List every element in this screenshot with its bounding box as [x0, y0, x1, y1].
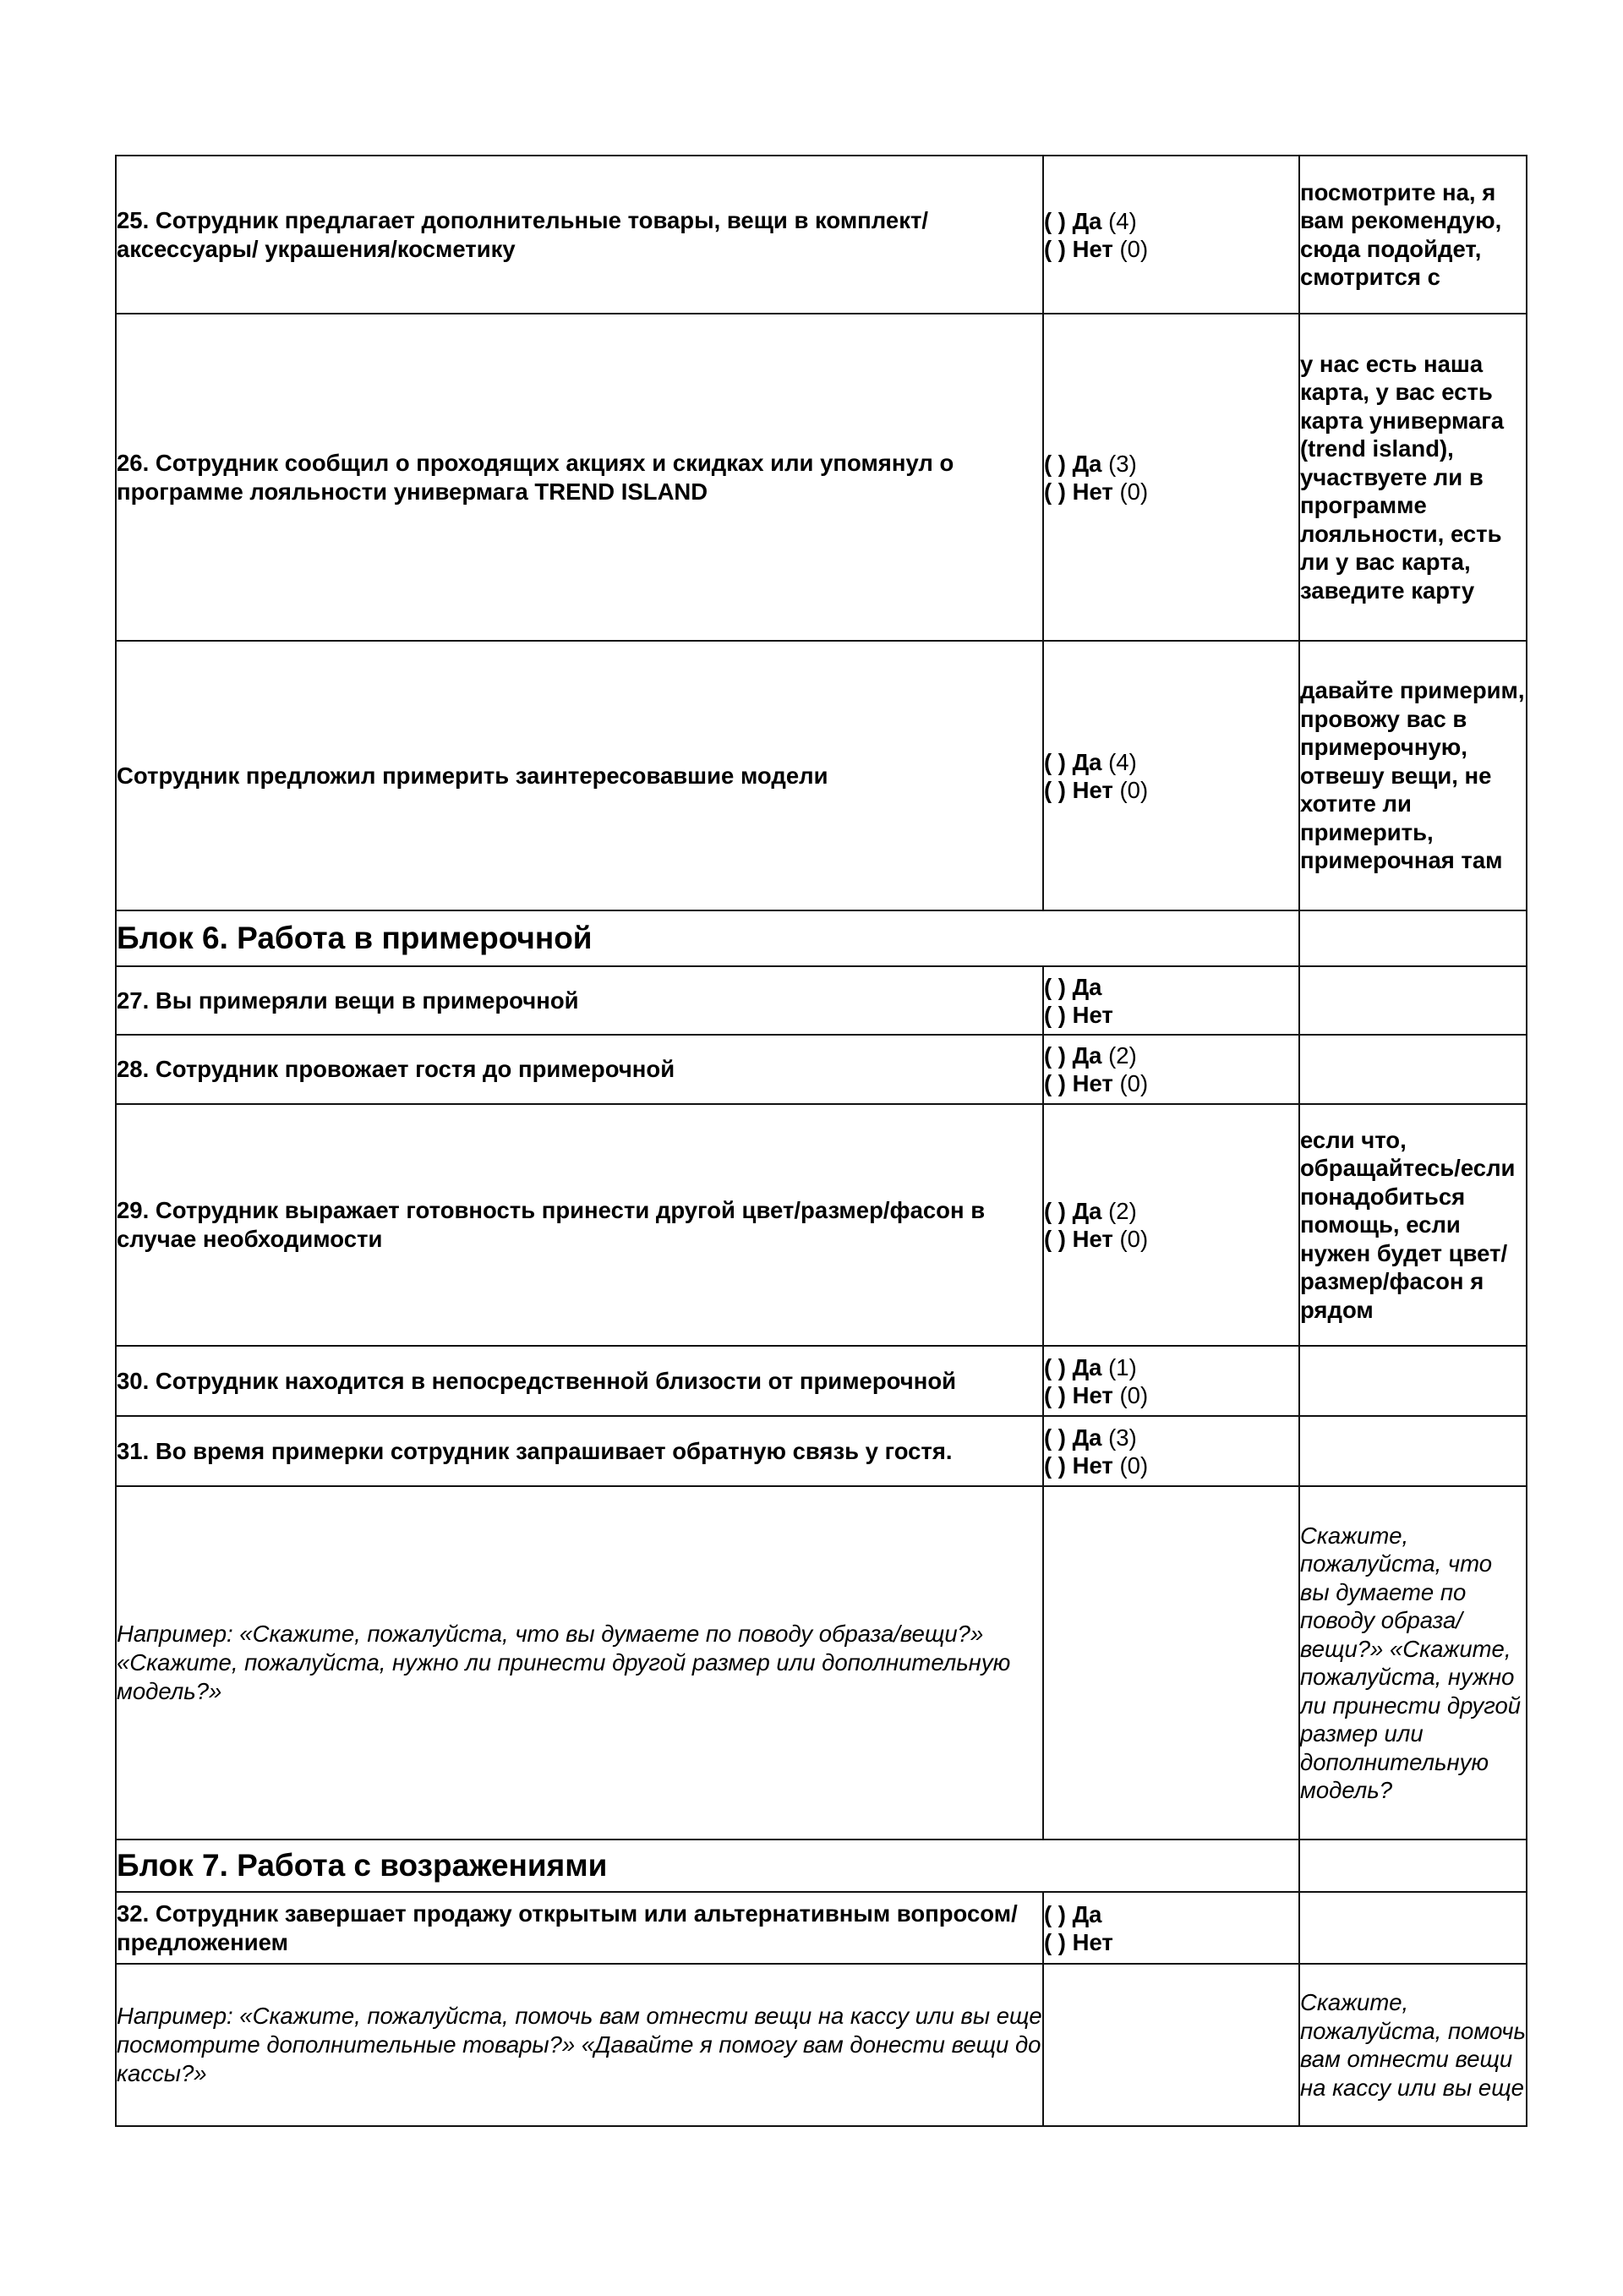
option-score: (0): [1112, 1226, 1149, 1252]
question-row-31: [116, 1416, 1527, 1486]
answer-options: [1043, 1892, 1299, 1964]
question-text: 32. Сотрудник завершает продажу открытым или альтернативным вопросом/предложением: [116, 1892, 1043, 1964]
question-row-26: [116, 314, 1527, 641]
option-no[interactable]: [1044, 776, 1298, 804]
option-label: ( ) Нет: [1044, 1226, 1113, 1252]
question-text: 27. Вы примеряли вещи в примерочной: [116, 966, 1043, 1035]
option-score: (0): [1112, 1451, 1149, 1479]
answer-options: [1043, 641, 1299, 910]
option-yes[interactable]: [1044, 1424, 1298, 1451]
answer-options: [1043, 1346, 1299, 1416]
option-no[interactable]: [1044, 1928, 1298, 1956]
question-text: Сотрудник предложил примерить заинтересовавшие модели: [116, 641, 1043, 910]
option-label: ( ) Нет: [1044, 1381, 1113, 1408]
empty-cell: [1299, 910, 1527, 966]
question-row-try-on: [116, 641, 1527, 910]
option-label: ( ) Да: [1044, 973, 1102, 1000]
option-label: ( ) Нет: [1044, 1451, 1113, 1479]
question-text: 28. Сотрудник провожает гостя до примерочной: [116, 1035, 1043, 1104]
question-row-29: [116, 1104, 1527, 1346]
option-yes[interactable]: [1044, 207, 1298, 235]
example-row-32: [116, 1964, 1527, 2126]
option-label: ( ) Да: [1044, 748, 1102, 775]
option-yes[interactable]: [1044, 1353, 1298, 1381]
option-no[interactable]: [1044, 1001, 1298, 1029]
option-label: ( ) Да: [1044, 1900, 1102, 1927]
comment-cell: Скажите, пожалуйста, что вы думаете по поводу образа/вещи?» «Скажите, пожалуйста, нужно ли принести другой размер или дополнительную модель?: [1299, 1486, 1527, 1840]
option-score: (4): [1101, 748, 1137, 775]
option-label: ( ) Да: [1044, 1198, 1102, 1224]
question-text: 25. Сотрудник предлагает дополнительные товары, вещи в комплект/аксессуары/ украшения/косметику: [116, 156, 1043, 314]
option-no[interactable]: [1044, 478, 1298, 506]
option-score: (0): [1112, 776, 1149, 803]
answer-options: [1043, 1104, 1299, 1346]
option-label: ( ) Нет: [1044, 1070, 1113, 1096]
checklist-table: [115, 155, 1527, 2127]
question-text: 31. Во время примерки сотрудник запрашивает обратную связь у гостя.: [116, 1416, 1043, 1486]
option-yes[interactable]: [1044, 973, 1298, 1001]
option-no[interactable]: [1044, 1381, 1298, 1409]
option-score: (2): [1101, 1198, 1137, 1224]
option-label: ( ) Нет: [1044, 478, 1113, 505]
question-text: 30. Сотрудник находится в непосредственной близости от примерочной: [116, 1346, 1043, 1416]
question-row-27: [116, 966, 1527, 1035]
block-title: Блок 6. Работа в примерочной: [116, 910, 1299, 966]
option-score: (0): [1112, 1381, 1149, 1408]
option-label: ( ) Да: [1044, 207, 1102, 234]
empty-cell: [1299, 1840, 1527, 1892]
option-score: (0): [1112, 235, 1149, 262]
option-yes[interactable]: [1044, 450, 1298, 478]
example-text: Например: «Скажите, пожалуйста, что вы думаете по поводу образа/вещи?» «Скажите, пожалуйста, нужно ли принести другой размер или дополнительную модель?»: [116, 1486, 1043, 1840]
option-no[interactable]: [1044, 1451, 1298, 1479]
option-yes[interactable]: [1044, 1900, 1298, 1928]
comment-cell: у нас есть наша карта, у вас есть карта универмага (trend island), участвуете ли в программе лояльности, есть ли у вас карта, заведите карту: [1299, 314, 1527, 641]
option-label: ( ) Да: [1044, 1353, 1102, 1380]
block-header-7: [116, 1840, 1527, 1892]
question-row-30: [116, 1346, 1527, 1416]
option-score: (0): [1112, 1070, 1149, 1096]
option-label: ( ) Да: [1044, 450, 1102, 477]
comment-cell: давайте примерим, провожу вас в примерочную, отвешу вещи, не хотите ли примерить, примерочная там: [1299, 641, 1527, 910]
question-row-32: [116, 1892, 1527, 1964]
option-label: ( ) Да: [1044, 1424, 1102, 1451]
comment-cell: [1299, 1035, 1527, 1104]
comment-cell: [1299, 966, 1527, 1035]
option-score: (2): [1101, 1042, 1137, 1069]
example-text: Например: «Скажите, пожалуйста, помочь вам отнести вещи на кассу или вы еще посмотрите дополнительные товары?» «Давайте я помогу вам донести вещи до кассы?»: [116, 1964, 1043, 2126]
example-row-31: [116, 1486, 1527, 1840]
comment-cell: посмотрите на, я вам рекомендую, сюда подойдет, смотрится с: [1299, 156, 1527, 314]
option-no[interactable]: [1044, 1069, 1298, 1097]
option-label: ( ) Нет: [1044, 776, 1113, 803]
answer-options: [1043, 156, 1299, 314]
question-row-25: [116, 156, 1527, 314]
option-score: (0): [1112, 478, 1149, 505]
option-no[interactable]: [1044, 235, 1298, 263]
option-yes[interactable]: [1044, 1041, 1298, 1069]
option-label: ( ) Да: [1044, 1042, 1102, 1069]
option-score: (4): [1101, 207, 1137, 234]
answer-options: [1043, 1035, 1299, 1104]
block-header-6: [116, 910, 1527, 966]
comment-cell: Скажите, пожалуйста, помочь вам отнести вещи на кассу или вы еще: [1299, 1964, 1527, 2126]
question-text: 26. Сотрудник сообщил о проходящих акциях и скидках или упомянул о программе лояльности универмага TREND ISLAND: [116, 314, 1043, 641]
question-text: 29. Сотрудник выражает готовность принести другой цвет/размер/фасон в случае необходимости: [116, 1104, 1043, 1346]
option-yes[interactable]: [1044, 748, 1298, 776]
answer-options: [1043, 1416, 1299, 1486]
option-label: ( ) Нет: [1044, 235, 1113, 262]
option-label: ( ) Нет: [1044, 1928, 1113, 1955]
checklist-page: [115, 155, 1526, 2127]
option-score: (3): [1101, 1424, 1137, 1451]
option-label: ( ) Нет: [1044, 1001, 1113, 1028]
comment-cell: [1299, 1416, 1527, 1486]
option-score: (1): [1101, 1353, 1137, 1380]
comment-cell: [1299, 1346, 1527, 1416]
option-score: (3): [1101, 450, 1137, 477]
comment-cell: [1299, 1892, 1527, 1964]
option-yes[interactable]: [1044, 1197, 1298, 1225]
answer-options: [1043, 966, 1299, 1035]
empty-cell: [1043, 1964, 1299, 2126]
answer-options: [1043, 314, 1299, 641]
block-title: Блок 7. Работа с возражениями: [116, 1840, 1299, 1892]
empty-cell: [1043, 1486, 1299, 1840]
question-row-28: [116, 1035, 1527, 1104]
option-no[interactable]: [1044, 1225, 1298, 1253]
comment-cell: если что, обращайтесь/если понадобиться помощь, если нужен будет цвет/размер/фасон я рядом: [1299, 1104, 1527, 1346]
